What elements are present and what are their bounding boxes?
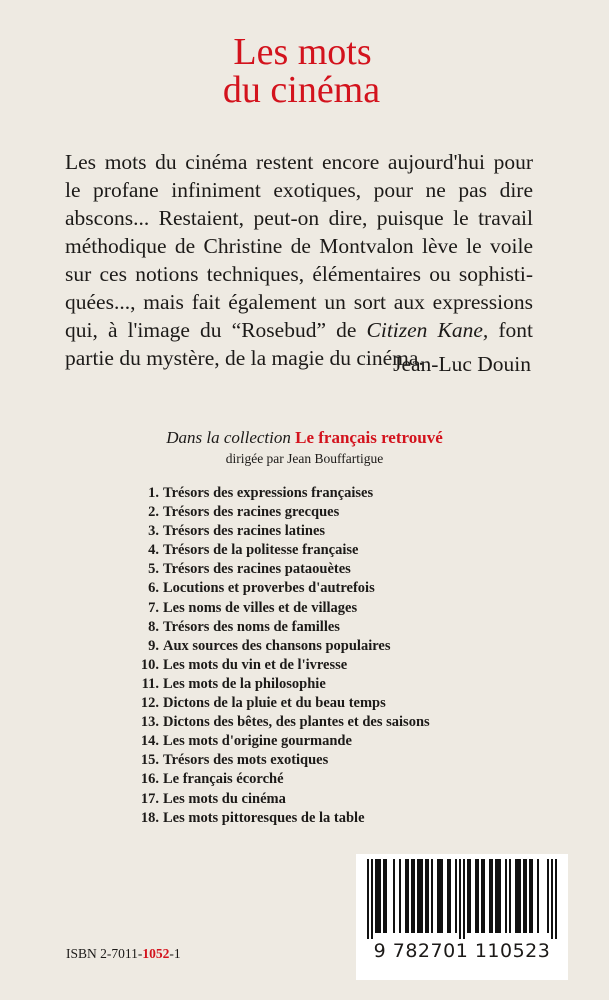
book-list-item [136,751,430,770]
book-list-item [136,541,430,560]
book-list-item [136,732,430,751]
book-list-item [136,637,430,656]
blurb-line: Les mots du cinéma restent encore aujourd'hui pour [65,150,533,174]
book-title: Trésors des racines pataouètes [163,561,351,578]
barcode-bar [475,859,477,933]
book-number: 16. [140,771,159,788]
barcode-bars [362,859,562,939]
book-title: Trésors des racines grecques [163,504,340,521]
book-title: Les noms de villes et de villages [163,599,358,616]
book-list-item [136,599,430,618]
isbn-highlight: 1052 [142,946,170,961]
barcode-bar [379,859,381,933]
blurb-fragment: qui, à l'image du “Rosebud” de [65,318,357,342]
isbn-suffix: -1 [169,946,181,961]
book-list-item [136,560,430,579]
barcode-bar [375,859,377,933]
book-title: Les mots du cinéma [163,790,286,807]
barcode-bar [537,859,539,933]
book-number: 5. [148,561,159,578]
book-list-item [136,809,430,828]
book-title: Dictons des bêtes, des plantes et des saisons [163,714,430,731]
barcode-bar [547,859,549,933]
book-number: 8. [148,618,159,635]
collection-director: dirigée par Jean Bouffartigue [225,451,384,466]
book-number: 6. [148,580,159,597]
barcode-bar [467,859,469,933]
barcode-bar [393,859,395,933]
barcode-bar [469,859,471,933]
barcode-bar [491,859,493,933]
barcode-bar [551,859,553,939]
book-title: Trésors des mots exotiques [163,752,329,769]
book-title: Les mots d'origine gourmande [163,733,352,750]
barcode-bar [407,859,409,933]
book-number: 9. [148,637,159,654]
barcode-bar [455,859,457,933]
book-list-item [136,579,430,598]
barcode-bar [529,859,531,933]
film-title: Citizen Kane, [366,318,489,342]
barcode-bar [523,859,525,933]
barcode-bar [531,859,533,933]
book-list-item [136,656,430,675]
barcode-bar [517,859,519,933]
book-list-item [136,675,430,694]
blurb-text [65,148,533,372]
book-number: 13. [140,714,159,731]
barcode-bar [477,859,479,933]
barcode-bar [483,859,485,933]
barcode-bar [441,859,443,933]
collection-heading [0,428,609,448]
barcode-bar [419,859,421,933]
book-list-item [136,770,430,789]
blurb-author: Jean-Luc Douin [393,352,531,376]
book-title-line-1: Les mots [233,31,372,73]
barcode-bar [505,859,507,933]
barcode-bar [411,859,413,933]
barcode-bar [499,859,501,933]
book-list-item [136,713,430,732]
book-number: 2. [148,504,159,521]
barcode-bar [425,859,427,933]
book-list-item [136,484,430,503]
collection-name: Le français retrouvé [295,428,443,447]
blurb-line: quées..., mais fait également un sort aux expressions [65,290,533,314]
book-number: 3. [148,523,159,540]
book-list-item [136,790,430,809]
barcode-bar [481,859,483,933]
barcode-bar [431,859,433,933]
barcode-label [356,854,568,980]
barcode-bar [439,859,441,933]
barcode-bar [497,859,499,933]
book-title: Aux sources des chansons populaires [163,637,391,654]
book-title: Les mots de la philosophie [163,675,326,692]
isbn-prefix: ISBN 2-7011- [66,946,143,961]
book-number: 12. [140,695,159,712]
blurb-line: méthodique de Christine de Montvalon lève le voile [65,234,533,258]
book-list [136,484,430,828]
barcode-bar [519,859,521,933]
book-number: 15. [140,752,159,769]
book-title-line-2: du cinéma [222,69,381,111]
book-title: Les mots du vin et de l'ivresse [163,656,348,673]
book-number: 10. [140,656,159,673]
blurb-line: le profane infiniment exotiques, pour ne pas dire [65,178,533,202]
book-list-item [136,694,430,713]
barcode-bar [509,859,511,933]
book-title: Trésors des racines latines [163,523,326,540]
book-title: Trésors des noms de familles [163,618,340,635]
book-title: Trésors des expressions françaises [163,485,374,501]
blurb-line: abscons... Restaient, peut-on dire, puisque le travail [65,206,533,230]
barcode-bar [383,859,385,933]
book-title: Le français écorché [163,771,284,788]
barcode-bar [385,859,387,933]
barcode-bar [405,859,407,933]
barcode-bar [525,859,527,933]
book-title: Dictons de la pluie et du beau temps [163,695,386,712]
barcode-bar [371,859,373,939]
barcode-bar [555,859,557,939]
book-title: Locutions et proverbes d'autrefois [163,580,375,597]
book-list-item [136,503,430,522]
book-number: 14. [140,733,159,750]
barcode-bar [449,859,451,933]
book-list-item [136,522,430,541]
barcode-bar [515,859,517,933]
barcode-bar [463,859,465,939]
barcode-bar [437,859,439,933]
barcode-bar [495,859,497,933]
barcode-bar [427,859,429,933]
book-number: 4. [148,542,159,559]
barcode-bar [447,859,449,933]
book-list-item [136,618,430,637]
book-number: 7. [148,599,159,616]
blurb-line: sur ces notions techniques, élémentaires ou sophisti- [65,262,533,286]
barcode-bar [459,859,461,939]
barcode-bar [413,859,415,933]
blurb-line: partie du mystère, de la magie du cinéma. [65,346,424,370]
book-number: 18. [140,809,159,826]
isbn [66,946,181,962]
barcode-bar [377,859,379,933]
blurb-fragment: font [498,318,534,342]
book-number: 11. [141,675,159,692]
barcode-bar [421,859,423,933]
barcode-bar [489,859,491,933]
collection-intro: Dans la collection [166,428,291,447]
barcode-digits: 9 782701 110523 [373,940,551,962]
blurb-line-citation [65,316,533,344]
barcode-bar [417,859,419,933]
book-number: 17. [140,790,159,807]
barcode-bar [367,859,369,939]
barcode-bar [399,859,401,933]
book-title: Les mots pittoresques de la table [163,809,365,826]
book-number: 1. [148,485,159,501]
book-title: Trésors de la politesse française [163,542,359,559]
